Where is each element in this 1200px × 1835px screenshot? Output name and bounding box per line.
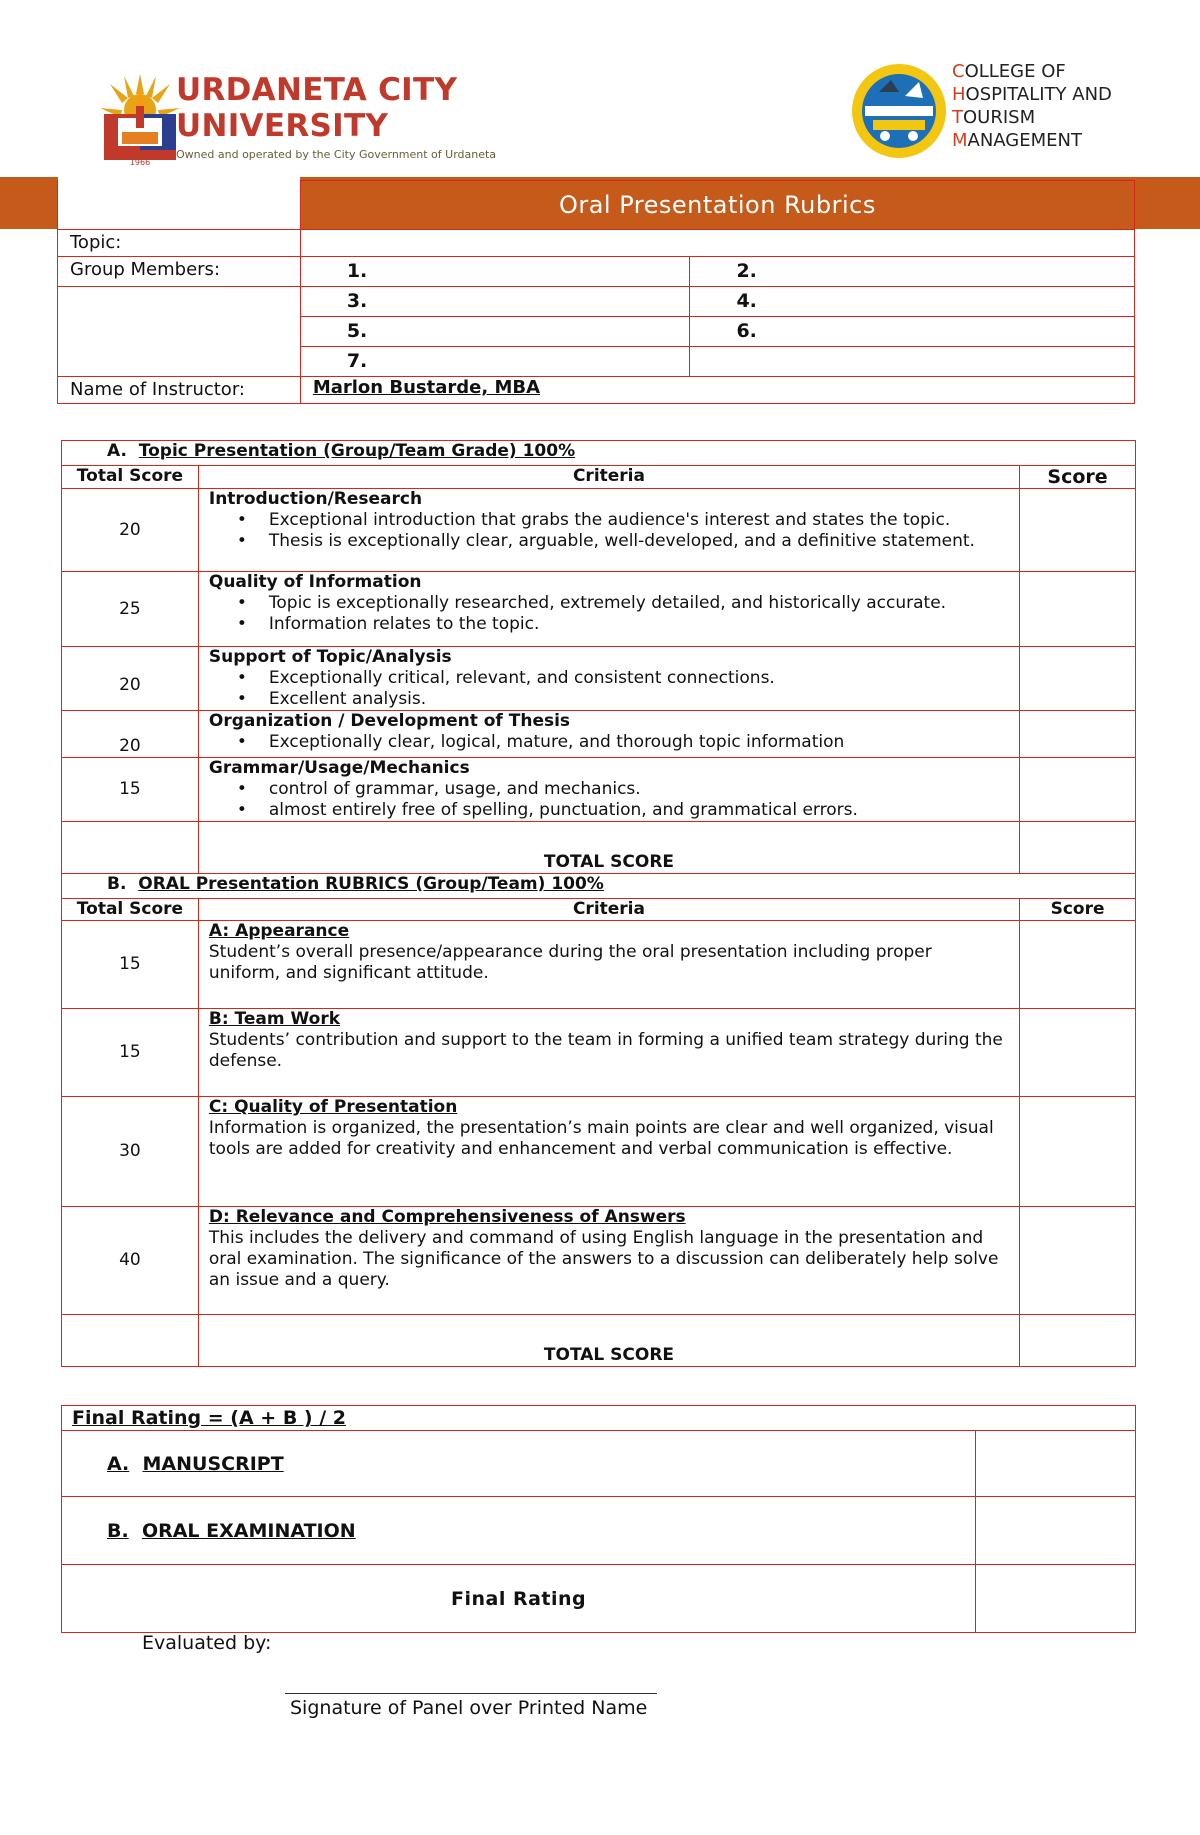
group-info-table bbox=[57, 180, 1135, 404]
manuscript-score-field[interactable] bbox=[976, 1431, 1136, 1497]
final-item-manuscript bbox=[62, 1431, 976, 1497]
instructor-name: Marlon Bustarde, MBA bbox=[300, 377, 1134, 404]
a-row5-heading: Grammar/Usage/Mechanics bbox=[208, 758, 470, 778]
b-row4-text: This includes the delivery and command of using English language in the presentation and oral examination. The significance of the answers to a discussion can deliberately help solve an issue and a query. bbox=[208, 1228, 999, 1290]
a-row4-criteria bbox=[198, 711, 1019, 758]
a-total-spacer bbox=[62, 822, 199, 874]
college-name bbox=[952, 60, 1112, 152]
college-seal-logo bbox=[849, 62, 949, 160]
final-rating-formula: Final Rating = (A + B ) / 2 bbox=[62, 1406, 1136, 1431]
a-row5-bullet2: • almost entirely free of spelling, punctuation, and grammatical errors. bbox=[269, 800, 1005, 821]
a-row3-score-field[interactable] bbox=[1020, 647, 1136, 711]
a-row1-bullet1: • Exceptional introduction that grabs the audience's interest and states the topic. bbox=[269, 510, 1005, 531]
final-item-b-label: ORAL EXAMINATION bbox=[141, 1519, 356, 1542]
section-b-total-label: TOTAL SCORE bbox=[198, 1315, 1019, 1367]
b-total-spacer bbox=[62, 1315, 199, 1367]
a-row5-bullet1: • control of grammar, usage, and mechanics. bbox=[269, 779, 1005, 800]
rubrics-table bbox=[61, 440, 1136, 1367]
final-item-a-prefix: A. bbox=[107, 1452, 130, 1475]
member-slot-empty bbox=[690, 347, 1135, 377]
topic-label: Topic: bbox=[58, 230, 301, 257]
a-row2-points: 25 bbox=[62, 572, 199, 647]
final-item-oral-exam bbox=[62, 1497, 976, 1565]
b-row1-score-field[interactable] bbox=[1020, 921, 1136, 1009]
b-row1-heading: A: Appearance bbox=[208, 921, 350, 941]
members-label: Group Members: bbox=[58, 257, 301, 287]
a-row3-bullet1: • Exceptionally critical, relevant, and consistent connections. bbox=[269, 668, 1005, 689]
final-item-a-label: MANUSCRIPT bbox=[142, 1452, 284, 1475]
a-row5-score-field[interactable] bbox=[1020, 758, 1136, 822]
a-row1-criteria bbox=[198, 489, 1019, 572]
a-row1-score-field[interactable] bbox=[1020, 489, 1136, 572]
final-item-b-prefix: B. bbox=[107, 1519, 129, 1542]
university-name-line2: UNIVERSITY bbox=[176, 108, 389, 144]
b-row4-score-field[interactable] bbox=[1020, 1207, 1136, 1315]
final-rating-label: Final Rating bbox=[62, 1565, 976, 1633]
b-row1-text: Student’s overall presence/appearance during the oral presentation including proper uniform, and significant attitude. bbox=[208, 942, 932, 983]
section-b-col-criteria: Criteria bbox=[198, 899, 1019, 921]
section-b-prefix: B. bbox=[107, 874, 127, 894]
final-rating-field[interactable] bbox=[976, 1565, 1136, 1633]
final-rating-table bbox=[61, 1405, 1136, 1633]
section-a-title: Topic Presentation (Group/Team Grade) 100% bbox=[138, 441, 576, 461]
a-row1-heading: Introduction/Research bbox=[208, 489, 423, 509]
college-name-line1 bbox=[952, 60, 1112, 83]
a-row3-points: 20 bbox=[62, 647, 199, 711]
college-name-line2 bbox=[952, 83, 1112, 106]
oral-exam-score-field[interactable] bbox=[976, 1497, 1136, 1565]
member-slot-4[interactable]: 4. bbox=[690, 287, 1135, 317]
a-row3-bullets bbox=[209, 668, 1005, 710]
section-b-heading bbox=[62, 874, 1136, 899]
college-word-c: OLLEGE OF bbox=[964, 61, 1066, 82]
evaluated-by-label: Evaluated by: bbox=[142, 1632, 272, 1654]
a-row1-bullets bbox=[209, 510, 1005, 552]
a-row3-bullet2: • Excellent analysis. bbox=[269, 689, 1005, 710]
form-title: Oral Presentation Rubrics bbox=[300, 181, 1134, 230]
member-slot-6[interactable]: 6. bbox=[690, 317, 1135, 347]
member-slot-1[interactable]: 1. bbox=[300, 257, 690, 287]
a-row4-score-field[interactable] bbox=[1020, 711, 1136, 758]
member-slot-7[interactable]: 7. bbox=[300, 347, 690, 377]
b-row3-points: 30 bbox=[62, 1097, 199, 1207]
title-left-cell bbox=[58, 181, 301, 230]
signature-label: Signature of Panel over Printed Name bbox=[290, 1697, 648, 1719]
section-a-prefix: A. bbox=[107, 441, 127, 461]
b-row3-score-field[interactable] bbox=[1020, 1097, 1136, 1207]
section-a-col-criteria: Criteria bbox=[198, 466, 1019, 489]
b-row3-heading: C: Quality of Presentation bbox=[208, 1097, 458, 1117]
college-initial-t: T bbox=[952, 107, 963, 128]
section-a-total-label: TOTAL SCORE bbox=[198, 822, 1019, 874]
a-row5-points: 15 bbox=[62, 758, 199, 822]
a-row4-bullet1: • Exceptionally clear, logical, mature, and thorough topic information bbox=[269, 732, 1005, 753]
college-initial-m: M bbox=[952, 130, 968, 151]
university-name bbox=[176, 72, 496, 161]
a-row2-heading: Quality of Information bbox=[208, 572, 422, 592]
b-row4-points: 40 bbox=[62, 1207, 199, 1315]
member-slot-3[interactable]: 3. bbox=[300, 287, 690, 317]
university-logo bbox=[98, 70, 182, 166]
university-tagline: Owned and operated by the City Government of Urdaneta bbox=[176, 148, 497, 161]
a-row2-bullet1: • Topic is exceptionally researched, extremely detailed, and historically accurate. bbox=[269, 593, 1005, 614]
college-word-m: ANAGEMENT bbox=[967, 130, 1082, 151]
instructor-label: Name of Instructor: bbox=[58, 377, 301, 404]
college-initial-h: H bbox=[952, 84, 966, 105]
section-a-total-field[interactable] bbox=[1020, 822, 1136, 874]
a-row4-heading: Organization / Development of Thesis bbox=[208, 711, 571, 731]
section-a-col-score: Score bbox=[1020, 466, 1136, 489]
b-row4-criteria bbox=[198, 1207, 1019, 1315]
b-row1-criteria bbox=[198, 921, 1019, 1009]
section-b-total-field[interactable] bbox=[1020, 1315, 1136, 1367]
college-name-line4 bbox=[952, 129, 1112, 152]
b-row2-points: 15 bbox=[62, 1009, 199, 1097]
members-label-spacer bbox=[58, 287, 301, 377]
section-b-title: ORAL Presentation RUBRICS (Group/Team) 100% bbox=[138, 874, 604, 894]
section-a-heading bbox=[62, 441, 1136, 466]
b-row2-score-field[interactable] bbox=[1020, 1009, 1136, 1097]
b-row1-points: 15 bbox=[62, 921, 199, 1009]
member-slot-5[interactable]: 5. bbox=[300, 317, 690, 347]
college-initial-c: C bbox=[952, 61, 965, 82]
a-row2-score-field[interactable] bbox=[1020, 572, 1136, 647]
a-row3-criteria bbox=[198, 647, 1019, 711]
signature-line[interactable] bbox=[285, 1693, 657, 1694]
a-row1-bullet2: • Thesis is exceptionally clear, arguable, well-developed, and a definitive statement. bbox=[269, 531, 1005, 552]
b-row2-criteria bbox=[198, 1009, 1019, 1097]
section-b-col-total: Total Score bbox=[62, 899, 199, 921]
section-b-col-score: Score bbox=[1020, 899, 1136, 921]
topic-field[interactable] bbox=[300, 230, 1134, 257]
college-name-line3 bbox=[952, 106, 1112, 129]
b-row2-heading: B: Team Work bbox=[208, 1009, 341, 1029]
a-row5-criteria bbox=[198, 758, 1019, 822]
logo-year: 1966 bbox=[129, 158, 151, 166]
college-word-t: OURISM bbox=[963, 107, 1036, 128]
section-a-col-total: Total Score bbox=[62, 466, 199, 489]
b-row2-text: Students’ contribution and support to the team in forming a unified team strategy during the defense. bbox=[208, 1030, 1003, 1071]
member-slot-2[interactable]: 2. bbox=[690, 257, 1135, 287]
b-row3-text: Information is organized, the presentation’s main points are clear and well organized, visual tools are added for creativity and enhancement and verbal communication is effective. bbox=[208, 1118, 994, 1159]
b-row3-criteria bbox=[198, 1097, 1019, 1207]
a-row2-criteria bbox=[198, 572, 1019, 647]
a-row1-points: 20 bbox=[62, 489, 199, 572]
college-word-h: OSPITALITY AND bbox=[965, 84, 1112, 105]
a-row5-bullets bbox=[209, 779, 1005, 821]
a-row2-bullet2: • Information relates to the topic. bbox=[269, 614, 1005, 635]
university-name-line1: URDANETA CITY bbox=[176, 72, 458, 108]
a-row4-points: 20 bbox=[62, 711, 199, 758]
a-row4-bullets bbox=[209, 732, 1005, 753]
a-row2-bullets bbox=[209, 593, 1005, 635]
b-row4-heading: D: Relevance and Comprehensiveness of Answers bbox=[208, 1207, 686, 1227]
a-row3-heading: Support of Topic/Analysis bbox=[208, 647, 452, 667]
